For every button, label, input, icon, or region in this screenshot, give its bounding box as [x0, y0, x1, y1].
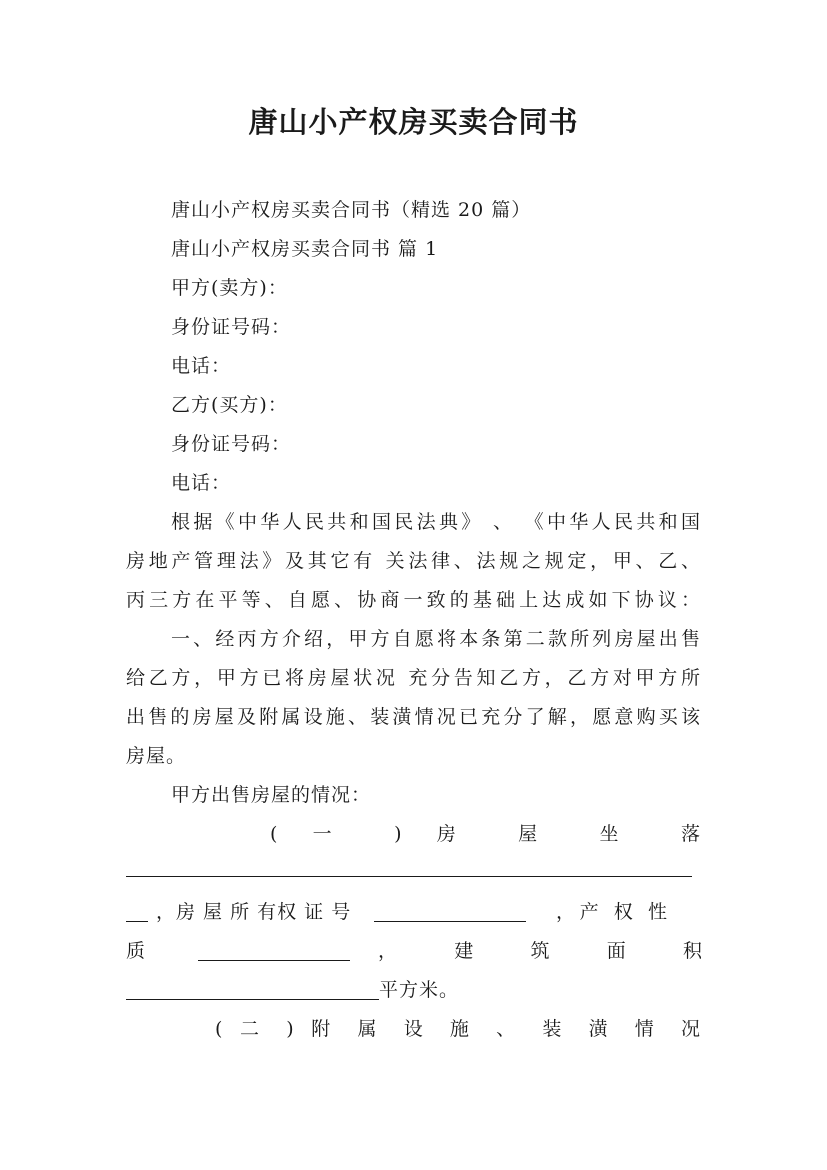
paragraph-line: 房地产管理法》及其它有 关法律、法规之规定，甲、乙、 [126, 550, 701, 572]
certificate-line [126, 897, 701, 927]
party-a-label: 甲方(卖方)： [171, 277, 288, 299]
facilities-label: ( 二 ) 附 属 设 施 、 装 潢 情 况 [215, 1018, 701, 1040]
property-nature-blank [198, 940, 350, 961]
paragraph-line: 出售的房屋及附属设施、装潢情况已充分了解，愿意购买该 [126, 706, 701, 728]
paragraph-line: 甲方出售房屋的情况： [171, 784, 372, 806]
party-b-id-label: 身份证号码： [171, 433, 292, 455]
area-value-line [126, 975, 701, 1005]
location-blank [126, 876, 692, 877]
certificate-label: ，房 屋 所 有权 证 号 [156, 901, 352, 923]
subtitle-line: 唐山小产权房买卖合同书（精选 20 篇） [171, 199, 532, 221]
party-a-id-label: 身份证号码： [171, 316, 292, 338]
square-meters-unit: 平方米。 [379, 979, 460, 1001]
paragraph-line: 房屋。 [126, 745, 187, 767]
document-title: 唐山小产权房买卖合同书 [248, 105, 579, 139]
paragraph-line: 根据《中华人民共和国民法典》 、 《中华人民共和国 [171, 511, 701, 533]
location-blank-end [126, 901, 148, 922]
area-line [126, 936, 704, 966]
property-nature-label: ，产 权 性 [556, 901, 668, 923]
building-area-blank [126, 979, 379, 1000]
nature-char: 质 [126, 940, 147, 962]
paragraph-line: 丙三方在平等、自愿、协商一致的基础上达成如下协议： [126, 589, 701, 611]
certificate-blank [374, 901, 526, 922]
location-label: ( 一 ) 房 屋 坐 落 [270, 823, 701, 845]
building-area-label: ， 建 筑 面 积 [378, 940, 704, 962]
party-a-phone-label: 电话： [171, 355, 232, 377]
paragraph-line: 给乙方，甲方已将房屋状况 充分告知乙方，乙方对甲方所 [126, 667, 701, 689]
paragraph-line: 一、经丙方介绍，甲方自愿将本条第二款所列房屋出售 [171, 628, 701, 650]
party-b-label: 乙方(买方)： [171, 394, 288, 416]
party-b-phone-label: 电话： [171, 472, 232, 494]
section-heading: 唐山小产权房买卖合同书 篇 1 [171, 238, 439, 260]
